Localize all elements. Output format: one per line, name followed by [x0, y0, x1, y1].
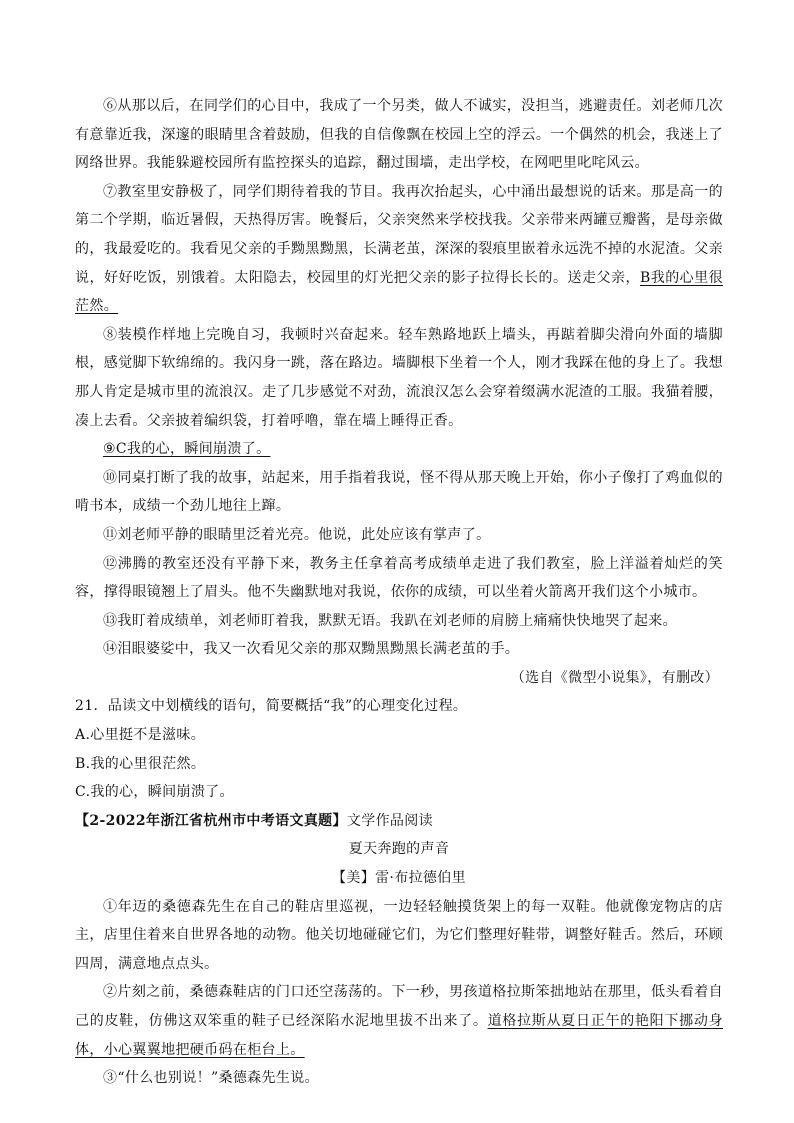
- paragraph-9: [75, 435, 723, 464]
- paragraph-14: ⑭泪眼婆娑中，我又一次看见父亲的那双黝黑黝黑长满老茧的手。: [103, 641, 520, 658]
- section-2-heading-type: 文学作品阅读: [346, 812, 433, 829]
- source-citation: （选自《微型小说集》，有删改）: [510, 669, 719, 686]
- section-2-heading-source: 【2-2022年浙江省杭州市中考语文真题】: [75, 812, 347, 829]
- paragraph-7-text: ⑦教室里安静极了，同学们期待着我的节目。我再次抬起头，心中涌出最想说的话来。那是高一的第二个学期，临近暑假，天热得厉害。晚餐后，父亲突然来学校找我。父亲带来两罐豆瓣酱，是母亲做的，我最爱吃的。我看见父亲的手黝黑黝黑，长满老茧，深深的裂痕里嵌着永远洗不掉的水泥渣。父亲说，好好吃饭，别饿着。太阳隐去，校园里的灯光把父亲的影子拉得长长的。送走父亲，: [75, 183, 723, 286]
- section-2-heading: [75, 807, 723, 836]
- paragraph-8: ⑧装模作样地上完晚自习，我顿时兴奋起来。轻车熟路地跃上墙头，再踮着脚尖滑向外面的墙脚根，感觉脚下软绵绵的。我闪身一跳，落在路边。墙脚根下坐着一个人，刚才我踩在他的身上了。我想那人肯定是城市里的流浪汉。走了几步感觉不对劲，流浪汉怎么会穿着缀满水泥渣的工服。我猫着腰，凑上去看。父亲披着编织袋，打着呼噜，靠在墙上睡得正香。: [75, 326, 723, 429]
- question-21-option-c: C.我的心，瞬间崩溃了。: [75, 784, 234, 801]
- story-author: 【美】雷·布拉德伯里: [332, 870, 466, 887]
- paragraph-10: ⑩同桌打断了我的故事，站起来，用手指着我说，怪不得从那天晚上开始，你小子像打了鸡血似的啃书本，成绩一个劲儿地往上蹿。: [75, 469, 723, 515]
- underlined-sentence-c: ⑨C我的心，瞬间崩溃了。: [103, 441, 271, 458]
- story-paragraph-1: ①年迈的桑德森先生在自己的鞋店里巡视，一边轻轻触摸货架上的每一双鞋。他就像宠物店的店主，店里住着来自世界各地的动物。他关切地碰碰它们，为它们整理好鞋带，调整好鞋舌。然后，环顾四周，满意地点点头。: [75, 898, 723, 972]
- story-paragraph-2-text: ②片刻之前，桑德森鞋店的门口还空荡荡的。下一秒，男孩道格拉斯笨拙地站在那里，低头看着自己的皮鞋，仿佛这双笨重的鞋子已经深陷水泥地里拔不出来了。: [75, 984, 723, 1029]
- paragraph-11: ⑪刘老师平静的眼睛里泛着光亮。他说，此处应该有掌声了。: [103, 526, 491, 543]
- question-21-option-a: A.心里挺不是滋味。: [75, 727, 206, 744]
- paragraph-7: [75, 178, 723, 321]
- story-underlined-sentence: 道格拉斯从夏日正午的艳阳下挪动身体，小心翼翼地把硬币码在柜台上。: [75, 1013, 723, 1058]
- underlined-sentence-b: B我的心里很茫然。: [75, 269, 724, 315]
- story-title: 夏天奔跑的声音: [348, 841, 450, 858]
- paragraph-12: ⑫沸腾的教室还没有平静下来，教务主任拿着高考成绩单走进了我们教室，脸上洋溢着灿烂的笑容，撑得眼镜翘上了眉头。他不失幽默地对我说，依你的成绩，可以坐着火箭离开我们这个小城市。: [75, 555, 723, 601]
- story-paragraph-3: ③“什么也别说！”桑德森先生说。: [103, 1070, 319, 1087]
- paragraph-6: ⑥从那以后，在同学们的心目中，我成了一个另类，做人不诚实，没担当，逃避责任。刘老师几次有意靠近我，深邃的眼睛里含着鼓励，但我的自信像飘在校园上空的浮云。一个偶然的机会，我迷上了网络世界。我能躲避校园所有监控探头的追踪，翻过围墙，走出学校，在网吧里叱咤风云。: [75, 98, 723, 172]
- question-21-option-b: B.我的心里很茫然。: [75, 755, 206, 772]
- page-content: [75, 92, 723, 1093]
- story-paragraph-2: [75, 978, 723, 1064]
- question-21-stem: 21．品读文中划横线的语句，简要概括“我”的心理变化过程。: [75, 698, 468, 715]
- paragraph-13: ⑬我盯着成绩单，刘老师盯着我，默默无语。我趴在刘老师的肩膀上痛痛快快地哭了起来。: [103, 612, 677, 629]
